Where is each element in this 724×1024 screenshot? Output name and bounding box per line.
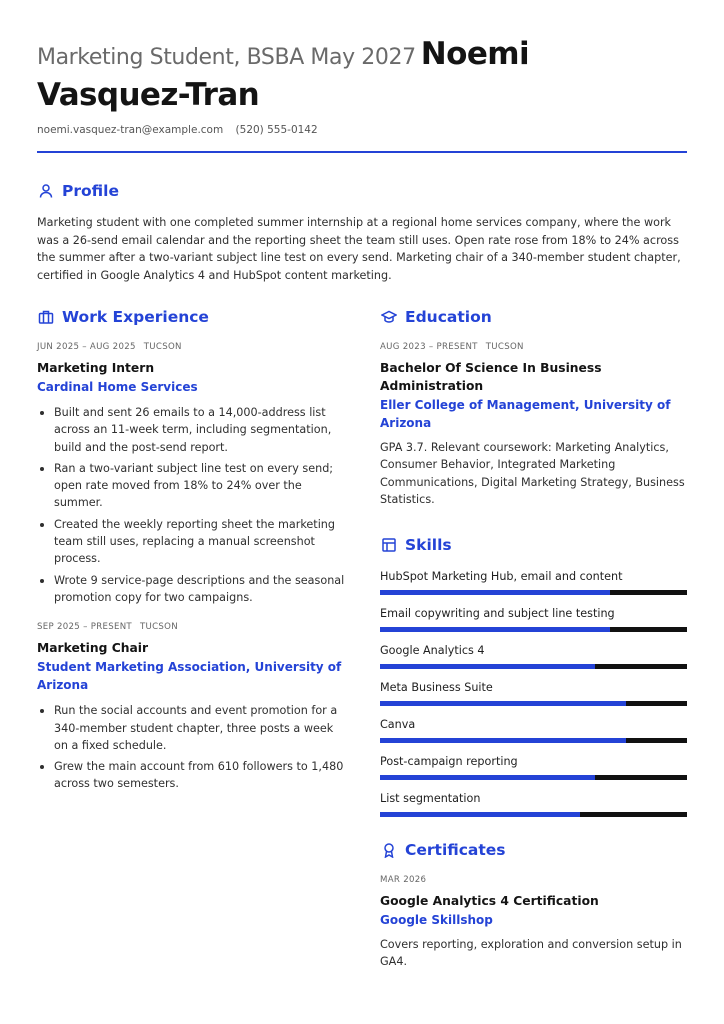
left-column [37,306,347,797]
education-description: GPA 3.7. Relevant coursework: Marketing Analytics, Consumer Behavior, Integrated Marketing Communications, Digital Marketing Strategy, Business Statistics. [380,441,685,506]
skill-level-bar [380,812,687,817]
job-role: Marketing Intern [37,361,155,375]
email[interactable]: noemi.vasquez-tran@example.com [37,124,224,136]
phone[interactable]: (520) 555-0142 [235,124,318,136]
education-heading-label: Education [405,308,492,326]
skill-name: List segmentation [380,792,481,806]
skills-heading-label: Skills [405,536,452,555]
experience-heading [37,306,347,328]
skill-level-fill [380,812,580,817]
skill-item [380,644,687,669]
skill-name: HubSpot Marketing Hub, email and content [380,570,623,584]
skills-list [380,570,687,817]
education-dates: AUG 2023 – PRESENT [380,342,478,352]
job-meta [37,342,347,352]
award-icon [380,842,397,859]
experience-heading-label: Work Experience [62,308,209,326]
degree: Bachelor Of Science In Business Administration [380,361,602,393]
skills-heading [380,534,687,556]
skill-item [380,570,687,595]
profile-text: Marketing student with one completed summer internship at a regional home services company, where the work was a 26-send email calendar and the reporting sheet the team still uses. Open rate rose from 18% to 24% across the summer after a two-variant subject line test on every send. Marketing chair of a 340-member student chapter, certified in Google Analytics 4 and HubSpot content marketing. [37,216,681,282]
skill-level-bar [380,627,687,632]
subtitle: Marketing Student, BSBA May 2027 [37,45,416,70]
skill-item [380,718,687,743]
skill-name: Meta Business Suite [380,681,493,695]
header-divider [37,151,687,153]
briefcase-icon [37,309,54,326]
job-entry [37,622,347,792]
job-bullets [37,404,347,606]
contact-line [37,124,327,136]
skill-level-bar [380,664,687,669]
list-item: Run the social accounts and event promotion for a 340-member student chapter, three posts a week on a fixed schedule. [37,702,347,754]
resume-header [37,36,687,118]
list-item: Wrote 9 service-page descriptions and the seasonal promotion copy for two campaigns. [37,572,347,607]
certificate-description: Covers reporting, exploration and conversion setup in GA4. [380,938,682,969]
certificates-section [380,839,687,971]
education-meta [380,342,687,352]
certificate-name: Google Analytics 4 Certification [380,894,599,909]
certificates-heading-label: Certificates [405,841,506,860]
job-dates: SEP 2025 – PRESENT [37,622,132,633]
skill-level-bar [380,590,687,595]
skill-level-fill [380,627,610,632]
skill-level-bar [380,775,687,780]
list-item: Ran a two-variant subject line test on every send; open rate moved from 18% to 24% over the summer. [37,460,347,512]
skill-item [380,792,687,817]
skill-level-fill [380,590,610,595]
certificates-heading [380,839,687,861]
candidate-name: Noemi Vasquez-Tran [37,36,529,113]
skill-item [380,755,687,780]
certificate-date: MAR 2026 [380,875,427,886]
skill-level-bar [380,738,687,743]
profile-section [37,180,687,284]
skill-item [380,681,687,706]
job-org: Student Marketing Association, University of Arizona [37,660,342,693]
profile-heading [37,180,687,202]
title-line [37,36,687,118]
skill-name: Email copywriting and subject line testing [380,607,615,621]
job-bullets [37,702,347,792]
job-location: TUCSON [139,622,178,633]
list-item: Grew the main account from 610 followers to 1,480 across two semesters. [37,758,347,793]
job-role: Marketing Chair [37,641,149,656]
graduation-cap-icon [380,309,397,326]
skill-level-fill [380,738,626,743]
skill-name: Canva [380,718,416,732]
school: Eller College of Management, University of Arizona [380,398,671,430]
skill-level-bar [380,701,687,706]
job-dates: JUN 2025 – AUG 2025 [37,342,136,352]
list-item: Created the weekly reporting sheet the marketing team still uses, replacing a manual screenshot process. [37,516,347,568]
job-org: Cardinal Home Services [37,380,198,394]
layout-icon [380,537,397,554]
skill-item [380,607,687,632]
skill-level-fill [380,664,595,669]
skills-section [380,534,687,817]
skill-level-fill [380,701,626,706]
skill-name: Google Analytics 4 [380,644,485,658]
right-column [380,306,687,971]
user-icon [37,183,54,200]
job-entry [37,342,347,606]
job-location: TUCSON [143,342,182,352]
skill-level-fill [380,775,595,780]
education-heading [380,306,687,328]
list-item: Built and sent 26 emails to a 14,000-address list across an 11-week term, including segmentation, build and the post-send report. [37,404,347,456]
profile-heading-label: Profile [62,182,119,200]
job-meta [37,622,347,632]
education-location: TUCSON [485,342,524,352]
certificate-issuer: Google Skillshop [380,913,493,928]
skill-name: Post-campaign reporting [380,755,518,769]
